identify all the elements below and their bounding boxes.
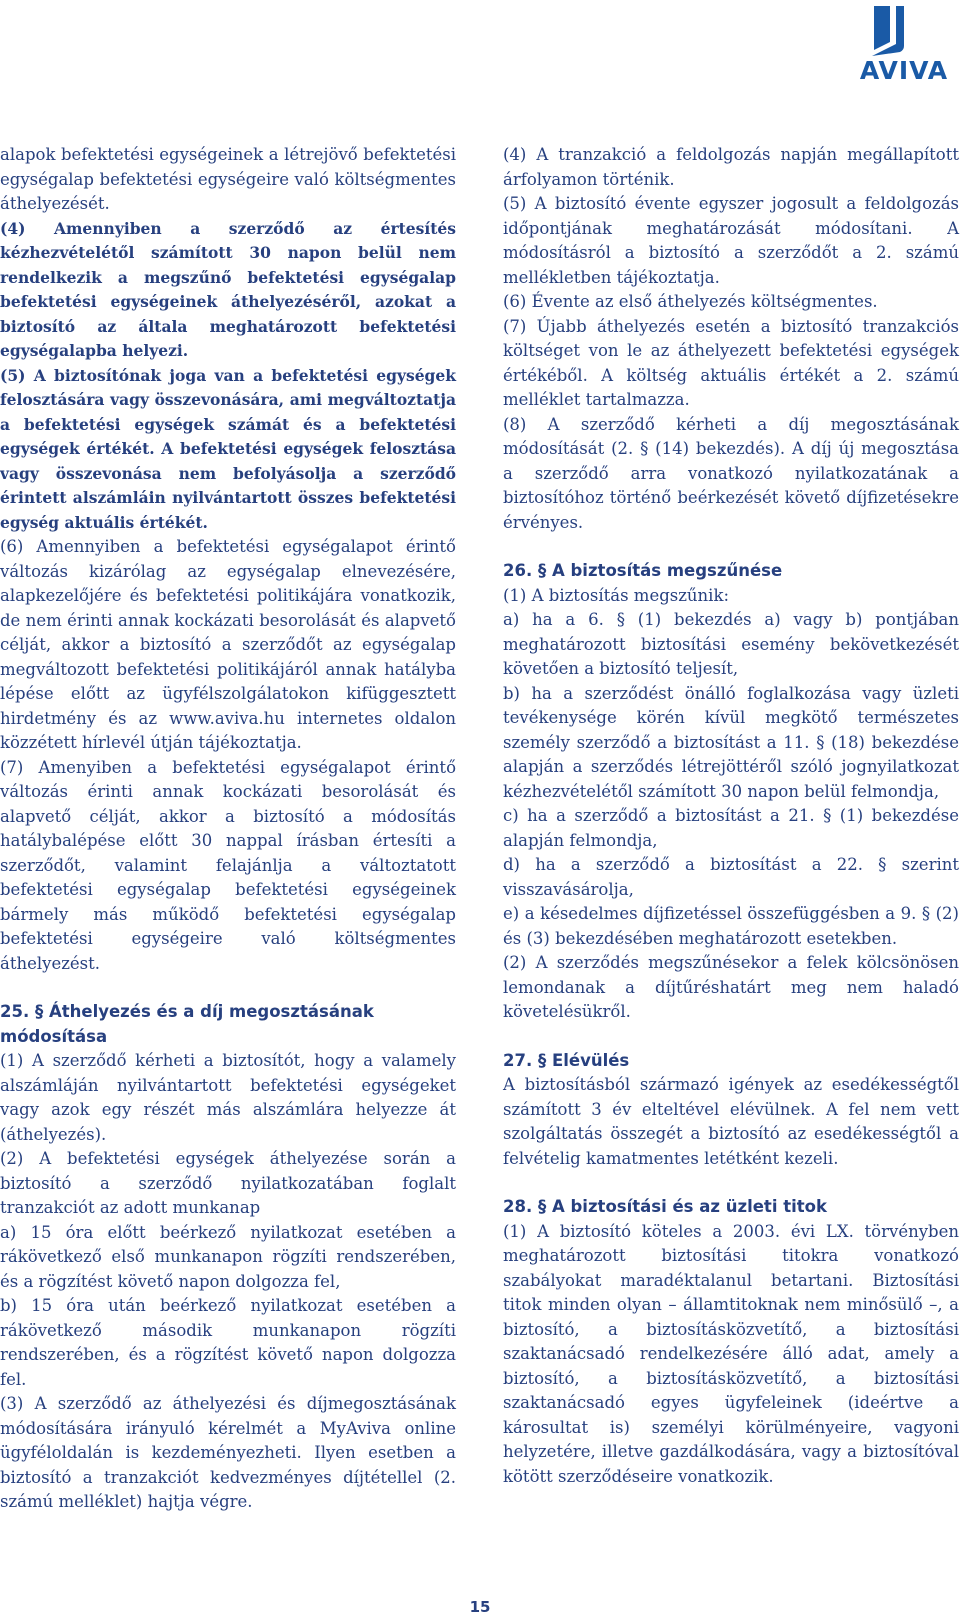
left-column	[0, 143, 456, 1515]
aviva-logo	[852, 6, 956, 85]
paragraph: alapok befektetési egységeinek a létrejövő befektetési egységalap befektetési egységeire való költségmentes áthelyezését.	[0, 145, 456, 213]
paragraph: (1) A biztosító köteles a 2003. évi LX. törvényben meghatározott biztosítási titokra vonatkozó szabályokat maradéktalanul betartani. Biztosítási titok minden olyan – államtitoknak nem minősülő –, a biztosító, a biztosításközvetítő, a biztosítási szaktanácsadó rendelkezésére álló adat, amely a biztosító, a biztosításközvetítő, a biztosítási szaktanácsadó egyes ügyfeleinek (ideértve a károsultat is) személyi körülményeire, vagyoni helyzetére, illetve gazdálkodására, vagy a biztosítóval kötött szerződéseire vonatkozik.	[503, 1221, 959, 1486]
paragraph: b) ha a szerződést önálló foglalkozása vagy üzleti tevékenysége körén kívül megkötő természetes személy szerződő a biztosítást a 11. § (18) bekezdése alapján a szerződés létrejöttéről szóló jognyilatkozat kézhezvételétől számított 30 napon belül felmondja,	[503, 683, 959, 801]
paragraph: A biztosításból származó igények az esedékességtől számított 3 év elteltével elévülnek. A fel nem vett szolgáltatás összegét a biztosító az esedékességtől a felvételig kamatmentes letétként kezeli.	[503, 1075, 959, 1168]
aviva-logo-mark	[852, 6, 956, 56]
paragraph: (5) A biztosítónak joga van a befektetési egységek felosztására vagy összevonására, ami megváltoztatja a befektetési egységek számát és a befektetési egységek értékét. A befektetési egységek felosztása vagy összevonása nem befolyásolja a szerződő érintett alszámláin nyilvántartott összes befektetési egység aktuális értékét.	[0, 365, 456, 532]
section-heading: 26. § A biztosítás megszűnése	[503, 561, 783, 580]
section-heading: 28. § A biztosítási és az üzleti titok	[503, 1197, 827, 1216]
page-number: 15	[469, 1598, 491, 1616]
paragraph: (4) Amennyiben a szerződő az értesítés kézhezvételétől számított 30 napon belül nem rendelkezik a megszűnő befektetési egységalap befektetési egységeinek áthelyezéséről, azokat a biztosító az általa meghatározott befektetési egységalapba helyezi.	[0, 218, 456, 360]
paragraph: (7) Amenyiben a befektetési egységalapot érintő változás érinti annak kockázati besorolását és alapvető célját, akkor a biztosító a módosítás hatálybalépése előtt 30 nappal írásban értesíti a szerződőt, valamint felajánlja a változtatott befektetési egységalap befektetési egységeinek bármely más működő befektetési egységalap befektetési egységeire való költségmentes áthelyezést.	[0, 757, 456, 973]
paragraph: c) ha a szerződő a biztosítást a 21. § (1) bekezdése alapján felmondja,	[503, 806, 959, 850]
paragraph: a) ha a 6. § (1) bekezdés a) vagy b) pontjában meghatározott biztosítási esemény bekövetkezését követően a biztosító teljesít,	[503, 610, 959, 678]
paragraph: (6) Amennyiben a befektetési egységalapot érintő változás kizárólag az egységalap elnevezésére, alapkezelőjére és befektetési politikájára vonatkozik, de nem érinti annak kockázati besorolását és alapvető célját, akkor a biztosító a szerződőt az egységalap megváltozott befektetési politikájáról annak hatályba lépése előtt az ügyfélszolgálatokon kifüggesztett hirdetmény és az www.aviva.hu internetes oldalon közzétett hírlevél útján tájékoztatja.	[0, 537, 456, 752]
section-heading: 25. § Áthelyezés és a díj megosztásának módosítása	[0, 1002, 374, 1046]
paragraph: (7) Újabb áthelyezés esetén a biztosító tranzakciós költséget von le az áthelyezett befektetési egységek értékéből. A költség aktuális értékét a 2. számú melléklet tartalmazza.	[503, 316, 959, 409]
paragraph: (5) A biztosító évente egyszer jogosult a feldolgozás időpontjának meghatározását módosítani. A módosításról a biztosító a szerződőt a 2. számú mellékletben tájékoztatja.	[503, 194, 959, 287]
right-column	[503, 143, 959, 1489]
paragraph: (6) Évente az első áthelyezés költségmentes.	[503, 292, 878, 311]
paragraph: b) 15 óra után beérkező nyilatkozat esetében a rákövetkező második munkanapon rögzíti rendszerében, és a rögzítést követő napon dolgozza fel.	[0, 1296, 456, 1389]
paragraph: e) a késedelmes díjfizetéssel összefüggésben a 9. § (2) és (3) bekezdésében meghatározott esetekben.	[503, 904, 959, 948]
paragraph: (2) A befektetési egységek áthelyezése során a biztosító a szerződő nyilatkozatában foglalt tranzakciót az adott munkanap	[0, 1149, 456, 1217]
paragraph: a) 15 óra előtt beérkező nyilatkozat esetében a rákövetkező első munkanapon rögzíti rendszerében, és a rögzítést követő napon dolgozza fel,	[0, 1222, 456, 1291]
paragraph: (2) A szerződés megszűnésekor a felek kölcsönösen lemondanak a díjtűréshatárt meg nem haladó követelésükről.	[503, 953, 959, 1021]
paragraph: (4) A tranzakció a feldolgozás napján megállapított árfolyamon történik.	[503, 145, 959, 189]
paragraph: (1) A biztosítás megszűnik:	[503, 585, 730, 605]
logo-wordmark: AVIVA	[859, 56, 949, 85]
paragraph: (3) A szerződő az áthelyezési és díjmegosztásának módosítására irányuló kérelmét a MyAviva online ügyféloldalán is kezdeményezheti. Ilyen esetben a biztosító a tranzakciót kedvezményes díjtétellel (2. számú melléklet) hajtja végre.	[0, 1394, 456, 1511]
section-heading: 27. § Elévülés	[503, 1050, 630, 1070]
paragraph: (8) A szerződő kérheti a díj megosztásának módosítását (2. § (14) bekezdés). A díj új megosztása a szerződő arra vonatkozó nyilatkozatának a biztosítóhoz történő beérkezését követő díjfizetésekre érvényes.	[503, 414, 959, 532]
paragraph: d) ha a szerződő a biztosítást a 22. § szerint visszavásárolja,	[503, 855, 959, 899]
paragraph: (1) A szerződő kérheti a biztosítót, hogy a valamely alszámláján nyilvántartott befektetési egységeket vagy azok egy részét más alszámlára helyezze át (áthelyezés).	[0, 1051, 456, 1144]
